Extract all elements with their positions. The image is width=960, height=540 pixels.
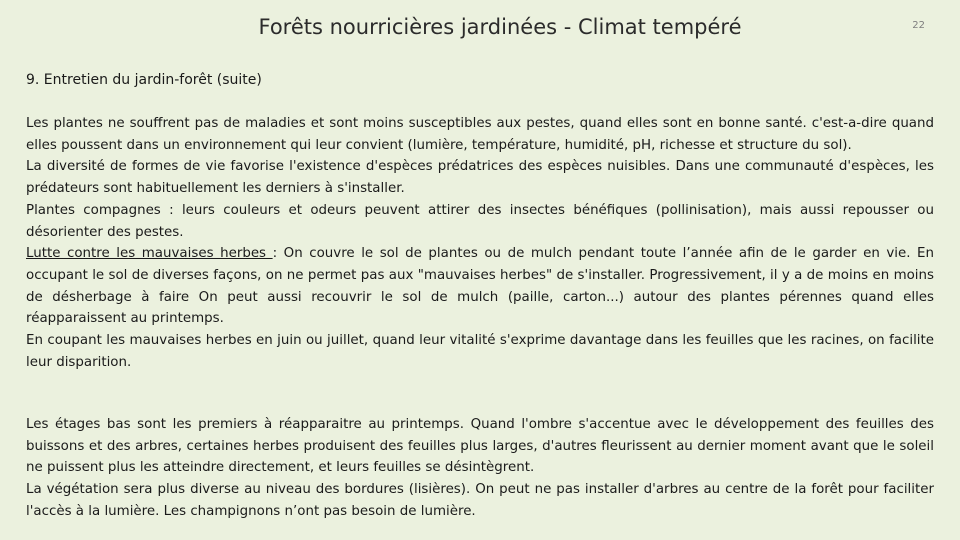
paragraph-edges: La végétation sera plus diverse au niveau des bordures (lisières). On peut ne pas installer d'arbres au centre de la forêt pour faciliter l'accès à la lumière. Les champignons n’ont pas besoin de lumière. (26, 482, 934, 519)
weed-control-text: : On couvre le sol de plantes ou de mulch pendant toute l’année afin de le garder en vie. En occupant le sol de diverses façons, on ne permet pas aux "mauvaises herbes" de s'installer. Progressivement, il y a de moins en moins de désherbage à faire On peut aussi recouvrir le sol de mulch (paille, carton...) autour des plantes pérennes quand elles réapparaissent au printemps. (26, 246, 934, 327)
weed-control-label: Lutte contre les mauvaises herbes (26, 246, 273, 262)
text-block-maintenance (26, 113, 934, 373)
slide-title: Forêts nourricières jardinées - Climat tempéré (258, 15, 742, 39)
paragraph-weed-control (26, 243, 934, 330)
section-heading: 9. Entretien du jardin-forêt (suite) (26, 72, 262, 88)
text-block-layers (26, 414, 934, 523)
paragraph-plant-health: Les plantes ne souffrent pas de maladies et sont moins susceptibles aux pestes, quand elles sont en bonne santé. c'est-a-dire quand elles poussent dans un environnement qui leur convient (lumière, température, humidité, pH, richesse et structure du sol). (26, 116, 934, 153)
paragraph-companion-plants: Plantes compagnes : leurs couleurs et odeurs peuvent attirer des insectes bénéfiques (pollinisation), mais aussi repousser ou désorienter des pestes. (26, 202, 934, 240)
paragraph-cutting-weeds: En coupant les mauvaises herbes en juin ou juillet, quand leur vitalité s'exprime davantage dans les feuilles que les racines, on facilite leur disparition. (26, 333, 934, 370)
paragraph-low-layers: Les étages bas sont les premiers à réapparaitre au printemps. Quand l'ombre s'accentue avec le développement des feuilles des buissons et des arbres, certaines herbes produisent des feuilles plus larges, d'autres fleurissent au dernier moment avant que le soleil ne puissent plus les atteindre directement, et leurs feuilles se désintègrent. (26, 417, 934, 476)
page-number: 22 (912, 20, 925, 31)
paragraph-diversity: La diversité de formes de vie favorise l'existence d'espèces prédatrices des espèces nuisibles. Dans une communauté d'espèces, les prédateurs sont habituellement les derniers à s'installer. (26, 159, 934, 197)
